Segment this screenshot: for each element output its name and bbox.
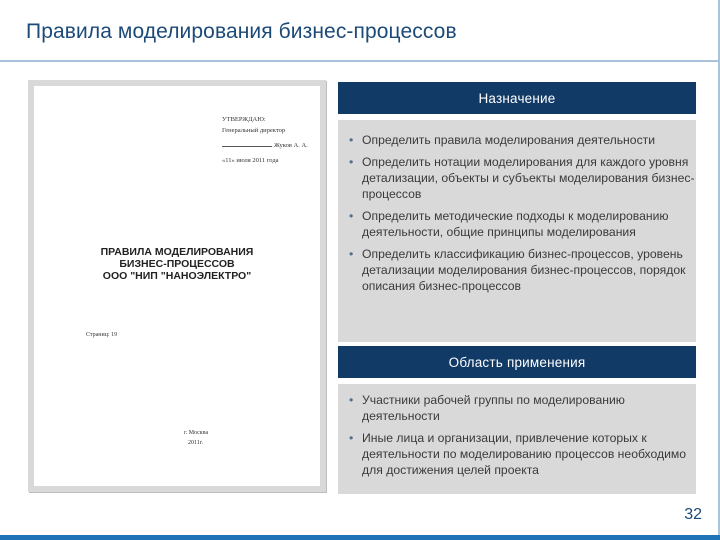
list-item: • Участники рабочей группы по моделированию деятельности — [338, 392, 696, 424]
document-title — [34, 246, 320, 282]
list-item: • Определить методические подходы к моделированию деятельности, общие принципы моделирования — [338, 208, 696, 240]
city-year — [184, 428, 208, 448]
bottom-accent-bar — [0, 535, 720, 540]
approve-date: «11» июля 2011 года — [222, 157, 279, 164]
year: 2011г. — [188, 440, 204, 446]
list-item: • Определить правила моделирования деятельности — [338, 132, 696, 148]
approver-title: Генеральный директор — [222, 127, 286, 134]
city: г. Москва — [184, 430, 209, 436]
section-header-purpose: Назначение — [338, 82, 696, 114]
approve-label: УТВЕРЖДАЮ: — [222, 116, 266, 123]
approver-name: Жуков А. А. — [274, 142, 308, 149]
slide-title: Правила моделирования бизнес-процессов — [26, 20, 457, 43]
document-title-line: БИЗНЕС-ПРОЦЕССОВ — [119, 258, 235, 270]
signature-line — [222, 146, 272, 147]
document-preview — [28, 80, 326, 492]
document-page — [34, 86, 320, 486]
list-item: • Определить нотации моделирования для каждого уровня детализации, объекты и субъекты моделирования бизнес-процессов — [338, 154, 696, 202]
title-divider — [0, 60, 720, 62]
pages-count: Страниц: 19 — [86, 332, 118, 338]
document-title-line: ПРАВИЛА МОДЕЛИРОВАНИЯ — [100, 246, 254, 258]
list-item: • Определить классификацию бизнес-процессов, уровень детализации моделирования бизнес-процессов, порядок описания бизнес-процессов — [338, 246, 696, 294]
page-number: 32 — [684, 506, 702, 523]
approval-block — [222, 114, 308, 166]
section-body-scope — [338, 384, 696, 494]
section-header-scope: Область применения — [338, 346, 696, 378]
section-body-purpose — [338, 120, 696, 342]
document-title-line: ООО "НИП "НАНОЭЛЕКТРО" — [102, 270, 252, 282]
list-item: • Иные лица и организации, привлечение которых к деятельности по моделированию процессов необходимо для достижения целей проекта — [338, 430, 696, 478]
